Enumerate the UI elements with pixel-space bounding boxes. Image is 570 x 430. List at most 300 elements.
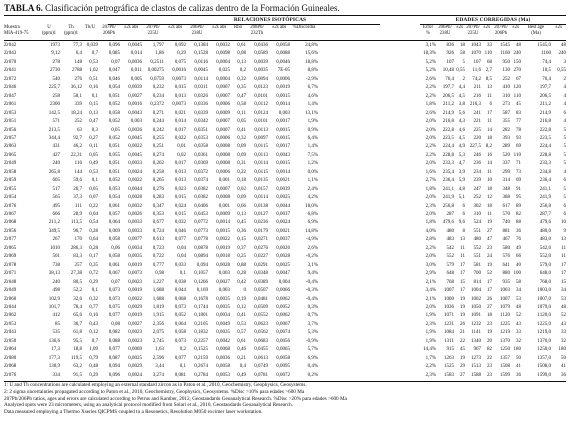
table-cell: 0,0236 (254, 220, 268, 226)
table-cell: 0,0008 (216, 144, 230, 150)
table-cell: 520 (502, 152, 510, 158)
table-cell: 0,0389 (254, 279, 268, 285)
table-cell: 0,45 (237, 220, 246, 226)
table-cell: 1007 (500, 296, 510, 302)
table-cell: 0,0046 (276, 59, 290, 65)
table-cell: 0,075 (108, 304, 120, 310)
table-cell: 0,073 (108, 288, 120, 294)
table-cell: 0,0077 (128, 237, 142, 243)
table-cell: 1232 (471, 321, 481, 327)
table-cell: 17 (460, 262, 465, 268)
table-cell: 289 (502, 144, 510, 150)
table-cell: 0,0045 (128, 152, 142, 158)
table-cell: 0,054 (108, 85, 120, 91)
table-cell: 1002 (471, 296, 481, 302)
sample-id-cell: Zr056 (4, 228, 17, 234)
table-cell: 74,2 (472, 76, 481, 82)
table-cell: 2,1% (425, 296, 436, 302)
table-cell: 0,0058 (276, 43, 290, 48)
table-cell: 0,0025 (276, 262, 290, 268)
table-cell: 2,8% (425, 237, 436, 243)
table-cell: 1071 (444, 313, 454, 319)
table-cell: 388 (502, 195, 510, 201)
table-cell: 11 (561, 245, 566, 251)
table-cell: 0,09 (237, 195, 246, 201)
table-cell: 0,0101 (254, 119, 268, 125)
table-cell: -0,9% (305, 338, 318, 344)
table-cell: 43 (516, 321, 521, 327)
column-header: Muestra MIA-419-75 (4, 25, 29, 36)
table-cell: 0,1678 (194, 296, 208, 302)
table-cell: 0,0113 (254, 152, 268, 158)
table-cell: 37,3 (73, 195, 82, 201)
table-cell: 1219 (500, 330, 510, 336)
table-cell: 431 (52, 144, 60, 150)
table-cell: 0,069 (108, 228, 120, 234)
table-cell: 0,61 (237, 338, 246, 344)
table-cell: 0,0115 (254, 169, 268, 175)
table-cell: 6 (563, 178, 566, 184)
table-cell: 0,1384 (194, 43, 208, 48)
table-cell: 101,7 (48, 304, 60, 310)
table-cell: 46,2 (73, 144, 82, 150)
table-cell: 234 (473, 169, 481, 175)
table-cell: 0,36 (237, 228, 246, 234)
table-cell: 0,0073 (128, 271, 142, 277)
table-row (4, 67, 566, 74)
table-row (4, 346, 566, 353)
column-header: 207Pb/ 235U (146, 25, 160, 36)
table-cell: 110 (513, 152, 521, 158)
table-cell: 0,0781 (254, 372, 268, 378)
table-cell: 0,0374 (194, 178, 208, 184)
sample-id-cell: Zr051 (4, 119, 17, 125)
table-cell: 1,1% (307, 178, 318, 184)
table-cell: 0,0135 (254, 178, 268, 184)
table-cell: 0,09 (237, 152, 246, 158)
table-cell: 58,1 (73, 93, 82, 99)
table-cell: 0,41 (237, 313, 246, 319)
table-cell: 76,4 (445, 76, 454, 82)
table-cell: 5 (563, 135, 566, 141)
table-cell: 0,0074 (276, 330, 290, 336)
table-cell: 579 (446, 262, 454, 268)
table-cell: 48 (516, 43, 521, 48)
table-cell: 0,0% (307, 169, 318, 175)
table-cell: 565 (52, 195, 60, 201)
table-cell: 738 (52, 262, 60, 268)
table-cell: 0,0039 (254, 59, 268, 65)
table-cell: 0,777 (152, 262, 164, 268)
column-header: ±2s abs (211, 25, 227, 30)
note-5: Data measured employing a Thermo Xseries QICPMS coupled to a Resonetics, Resolution M050 excimer laser workstation. (4, 409, 263, 416)
table-cell: 33 (561, 330, 566, 336)
table-cell: 926 (446, 51, 454, 57)
table-cell: 14,4% (423, 347, 436, 353)
table-cell: 3,4% (425, 288, 436, 294)
column-header: U (ppm)1 (41, 25, 57, 36)
table-cell: 0,7 (91, 51, 98, 57)
table-cell: 5 (563, 127, 566, 133)
table-row (4, 329, 566, 336)
table-cell: 267 (52, 237, 60, 243)
table-cell: 213,5 (48, 127, 60, 133)
table-cell: 6,8% (307, 212, 318, 217)
table-cell: 0,2 (179, 347, 186, 353)
table-cell: 0,0014 (276, 102, 290, 108)
table-cell: 206,5 (539, 93, 551, 99)
table-cell: 1,09 (89, 347, 98, 353)
table-cell: 0,051 (108, 144, 120, 150)
table-cell: 0,039 (86, 43, 98, 48)
table-cell: 1,8% (425, 220, 436, 226)
table-cell: 0,72 (89, 271, 98, 277)
table-cell: 32 (516, 338, 521, 344)
sample-id-cell: Zr069 (4, 254, 17, 260)
table-cell: 48 (516, 304, 521, 310)
table-cell: 0,0101 (254, 93, 268, 99)
table-cell: 0,013 (174, 178, 186, 184)
table-cell: 0,077 (174, 237, 186, 243)
table-cell: 0,046 (108, 76, 120, 82)
table-cell: 33 (487, 43, 492, 48)
table-cell: 0,051 (108, 169, 120, 175)
table-cell: 2,6% (307, 245, 318, 251)
table-cell: 227,5 (469, 144, 481, 150)
table-cell: 0,0007 (216, 119, 230, 125)
table-cell: 4,7 (458, 161, 465, 167)
table-cell: 483 (446, 237, 454, 243)
table-cell: 91,5 (73, 372, 82, 378)
column-header: %Discordia (292, 25, 316, 30)
table-cell: 915 (446, 347, 454, 353)
table-cell: 0,1 (179, 364, 186, 370)
table-cell: 0,271 (152, 110, 164, 116)
table-cell: 587 (502, 110, 510, 116)
table-cell: 0,0024 (128, 169, 142, 175)
column-header: 208Pb/ 232Th (250, 25, 264, 36)
table-cell: 2,4% (307, 186, 318, 192)
table-cell: 0,1266 (194, 279, 208, 285)
table-cell: 76,4 (542, 76, 551, 82)
table-cell: 576 (502, 254, 510, 260)
table-cell: 0,08 (237, 51, 246, 57)
table-cell: 768 (446, 279, 454, 285)
table-cell: 4 (563, 119, 566, 125)
table-cell: 88 (516, 220, 521, 226)
table-cell: 50 (561, 355, 566, 361)
table-cell: 19 (487, 330, 492, 336)
table-cell: 0,54 (89, 220, 98, 226)
table-cell: 110 (513, 93, 521, 99)
table-cell: 3 (563, 59, 566, 65)
table-cell: 1583 (444, 372, 454, 378)
table-cell: 648 (446, 271, 454, 277)
table-cell: 0,61 (237, 43, 246, 48)
table-cell: 0,021 (174, 110, 186, 116)
table-cell: 2730 (50, 68, 60, 74)
table-cell: 0,25 (237, 254, 246, 260)
caption-label: TABLA 6. (4, 3, 43, 13)
table-cell: 13,1% (305, 110, 318, 116)
table-cell: 0,088 (108, 338, 120, 344)
table-cell: 0,0006 (216, 102, 230, 108)
table-cell: 5,7% (307, 347, 318, 353)
table-cell: 0,0369 (194, 161, 208, 167)
table-cell: 1036 (444, 304, 454, 310)
table-cell: 211,2 (442, 102, 454, 108)
table-cell: 216,3 (469, 102, 481, 108)
table-cell: 4,4 (458, 85, 465, 91)
table-cell: 18,0% (305, 203, 318, 209)
table-cell: 1120,0 (537, 313, 551, 319)
table-cell: 0,58 (237, 102, 246, 108)
table-cell: 495 (52, 203, 60, 209)
table-cell: 17 (487, 279, 492, 285)
table-cell: 1340 (471, 338, 481, 344)
table-cell: 0,276 (152, 186, 164, 192)
table-cell: 0,0025 (276, 195, 290, 201)
table-row (4, 101, 566, 108)
table-cell: 579,0 (539, 262, 551, 268)
table-cell: 0,0372 (194, 169, 208, 175)
table-cell: 223,5 (539, 135, 551, 141)
note-4: Analyzed spots were 23 micrometers, using an analytical protocol modified from Solari et al., 2010, Geostandards Geoanalytical Research. (4, 402, 293, 409)
table-cell: 0,064 (174, 321, 186, 327)
table-cell: 0,1832 (194, 330, 208, 336)
table-cell: 26 (487, 296, 492, 302)
table-cell: 1000 (444, 296, 454, 302)
table-cell: 9,6 (458, 220, 465, 226)
table-cell: 0,0035 (128, 254, 142, 260)
table-cell: 2,0% (425, 304, 436, 310)
sample-id-cell: Zr053 (4, 110, 17, 116)
table-cell: 7,5% (307, 152, 318, 158)
table-cell: 222,8 (442, 127, 454, 133)
table-cell: 4,3 (458, 119, 465, 125)
table-cell: 0,02 (177, 152, 186, 158)
table-cell: 256,8 (442, 203, 454, 209)
table-cell: 47 (487, 237, 492, 243)
table-cell: 0,0276 (254, 245, 268, 251)
table-cell: 479,6 (442, 220, 454, 226)
table-cell: 23 (487, 364, 492, 370)
table-cell: 11 (460, 254, 465, 260)
table-cell: 5 (462, 59, 465, 65)
table-cell: 19 (460, 296, 465, 302)
column-header: ±2s (483, 25, 490, 30)
table-cell: 0,0015 (276, 161, 290, 167)
table-cell: 0,15 (237, 237, 246, 243)
table-cell: 0,0024 (128, 372, 142, 378)
table-cell: 18,8 (73, 347, 82, 353)
table-cell: 0,31 (237, 161, 246, 167)
table-cell: 0,0006 (276, 76, 290, 82)
table-cell: 666 (52, 212, 60, 217)
table-cell: 0,052 (108, 119, 120, 125)
table-cell: 1,6% (425, 169, 436, 175)
table-cell: 241,9 (442, 195, 454, 201)
table-cell: 967 (473, 347, 481, 353)
table-cell: 1141 (471, 330, 481, 336)
table-cell: 0,064 (108, 220, 120, 226)
table-cell: 9,12 (51, 51, 60, 57)
table-cell: 241 (473, 110, 481, 116)
table-cell: 11 (487, 119, 492, 125)
table-cell: 276 (74, 76, 82, 82)
table-cell: 13 (561, 237, 566, 243)
table-cell: 0,0006 (216, 135, 230, 141)
table-cell: 0,0034 (216, 313, 230, 319)
table-cell: 5,2% (425, 68, 436, 74)
sample-id-cell: Zr049 (4, 288, 17, 294)
table-cell: 1525 (444, 364, 454, 370)
table-cell: 273 (502, 102, 510, 108)
sample-id-cell: Zr050 (4, 338, 17, 344)
table-cell: 22,31 (70, 152, 82, 158)
table-cell: 48 (561, 304, 566, 310)
table-cell: 77 (516, 119, 521, 125)
table-cell: 1003 (500, 288, 510, 294)
table-cell: 0,0336 (194, 102, 208, 108)
sample-id-cell: Zr044 (4, 304, 17, 310)
table-cell: 0,04 (177, 245, 186, 251)
table-cell: 0,0014 (276, 169, 290, 175)
table-cell: 0,0123 (254, 85, 268, 91)
table-row (4, 287, 566, 294)
table-cell: 17,3 (51, 347, 60, 353)
table-cell: 0,058 (108, 254, 120, 260)
table-cell: 214,9 (539, 110, 551, 116)
table-cell: 20 (487, 338, 492, 344)
table-cell: 0,2784 (194, 372, 208, 378)
table-cell: 236,4 (539, 178, 551, 184)
table-cell: 270 (513, 68, 521, 74)
table-cell: 228,8 (539, 152, 551, 158)
table-cell: 142,5 (48, 110, 60, 116)
table-cell: 68 (487, 59, 492, 65)
table-cell: 0,0037 (276, 237, 290, 243)
table-cell: 480 (446, 228, 454, 234)
table-cell: 27 (460, 372, 465, 378)
table-cell: 211,2 (539, 102, 551, 108)
table-cell: 0,64 (89, 237, 98, 243)
table-cell: 130,9 (48, 364, 60, 370)
table-cell: 43 (561, 321, 566, 327)
table-cell: 0,0017 (276, 144, 290, 150)
table-cell: 0,0049 (216, 321, 230, 327)
table-cell: 17 (487, 110, 492, 116)
table-cell: 0,0007 (216, 127, 230, 133)
table-cell: 2,9% (425, 271, 436, 277)
table-cell: 41 (516, 364, 521, 370)
table-cell: 67 (516, 76, 521, 82)
table-cell: 52 (516, 313, 521, 319)
table-cell: 3,1% (307, 262, 318, 268)
table-cell: 14 (487, 127, 492, 133)
table-cell: 0,0019 (128, 313, 142, 319)
table-cell: 0,02 (237, 186, 246, 192)
table-cell: 63,2 (73, 364, 82, 370)
table-cell: 240 (558, 51, 566, 57)
table-cell: 524 (473, 220, 481, 226)
table-row (4, 194, 566, 201)
table-cell: 4,6 (458, 127, 465, 133)
table-cell: 0,0507 (254, 288, 268, 294)
table-cell: 0,0326 (194, 93, 208, 99)
table-cell: 0,0021 (276, 178, 290, 184)
table-cell: 23 (487, 245, 492, 251)
table-cell: 814 (473, 279, 481, 285)
table-row (4, 355, 566, 362)
column-header: Th/U (84, 25, 96, 30)
table-cell: 197,7 (539, 85, 551, 91)
table-cell: 1357,0 (537, 355, 551, 361)
table-row (4, 253, 566, 260)
table-cell: 214,9 (442, 110, 454, 116)
table-cell: 0,0021 (276, 228, 290, 234)
table-cell: 0,1 (91, 93, 98, 99)
table-cell: 1091 (471, 313, 481, 319)
column-header: Error % (422, 25, 434, 36)
table-cell: 0,0353 (194, 135, 208, 141)
column-header: Rho (234, 25, 242, 30)
table-cell: 339 (74, 102, 82, 108)
table-cell: 501 (52, 254, 60, 260)
table-cell: 0,057 (108, 212, 120, 217)
table-cell: 1370 (500, 338, 510, 344)
table-cell: 0,0008 (216, 195, 230, 201)
table-cell: 4,8 (458, 186, 465, 192)
table-cell: 10,5 (542, 68, 551, 74)
table-cell: 0,014 (174, 119, 186, 125)
sample-id-cell: Zr067 (4, 212, 17, 217)
table-cell: 0,013 (174, 93, 186, 99)
table-cell: 2,075 (152, 330, 164, 336)
table-cell: 2,2% (425, 152, 436, 158)
table-cell: 1357 (500, 355, 510, 361)
table-cell: 0,0056 (276, 338, 290, 344)
table-cell: 0,00275 (147, 68, 164, 74)
table-cell: 0,005 (130, 76, 142, 82)
table-cell: 344,4 (48, 135, 60, 141)
table-cell: 0,0015 (276, 127, 290, 133)
table-cell: 36,12 (70, 85, 82, 91)
table-cell: 258 (52, 93, 60, 99)
table-cell: 0,0037 (276, 212, 290, 217)
table-cell: 286,3 (70, 245, 82, 251)
table-cell: 0,0894 (194, 254, 208, 260)
sample-id-cell: Zr043 (4, 51, 17, 57)
table-cell: 0,068 (174, 296, 186, 302)
table-cell: 0,0029 (128, 364, 142, 370)
table-cell: 282 (502, 127, 510, 133)
table-cell: 1,9% (425, 330, 436, 336)
table-cell: 0,081 (174, 372, 186, 378)
table-cell: 480,0 (539, 228, 551, 234)
table-cell: 0,12 (237, 304, 246, 310)
table-cell: 570 (502, 212, 510, 217)
table-cell: 241,1 (442, 186, 454, 192)
table-cell: 0,052 (108, 135, 120, 141)
table-cell: 393 (502, 135, 510, 141)
table-cell: 0,0778 (194, 237, 208, 243)
table-cell: 0,044 (174, 288, 186, 294)
table-cell: 0,4% (307, 364, 318, 370)
table-cell: 22 (460, 338, 465, 344)
table-cell: 5,3 (458, 152, 465, 158)
table-cell: 1070 (471, 51, 481, 57)
